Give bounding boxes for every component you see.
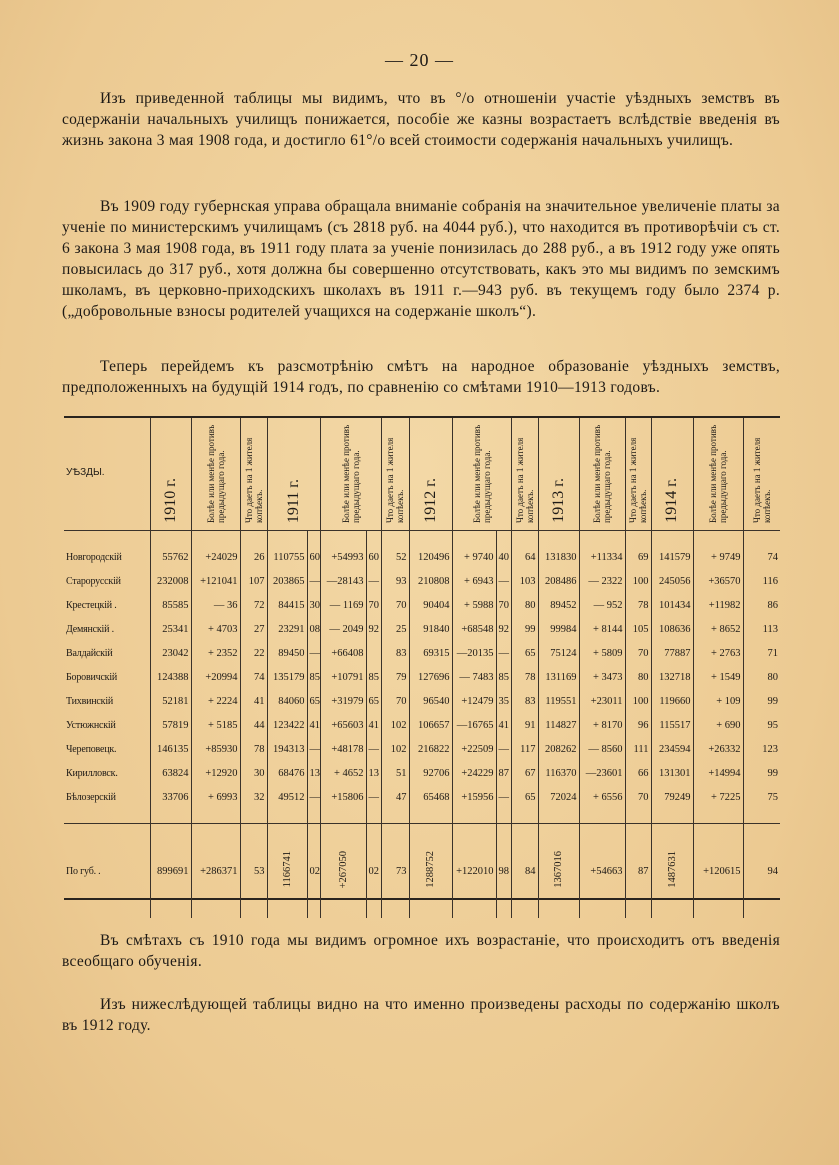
- table-cell: 127696: [409, 665, 452, 689]
- table-cell: 65: [366, 689, 381, 713]
- table-cell: +14994: [693, 761, 743, 785]
- table-cell: +121041: [191, 569, 240, 593]
- table-cell: 96540: [409, 689, 452, 713]
- table-cell: —28143: [320, 569, 366, 593]
- table-cell: —: [496, 569, 511, 593]
- table-cell: 65468: [409, 785, 452, 809]
- header-1912: 1912 г.: [409, 418, 452, 531]
- table-cell: 55762: [150, 545, 191, 569]
- table-cell: 87: [496, 761, 511, 785]
- table-row: [64, 785, 780, 809]
- table-cell: 103: [511, 569, 538, 593]
- table-cell: — 7483: [452, 665, 496, 689]
- table-cell: 208262: [538, 737, 579, 761]
- table-cell: +12920: [191, 761, 240, 785]
- table-cell: 44: [240, 713, 267, 737]
- table-cell: [409, 824, 452, 919]
- paragraph-3-text: Теперь перейдемъ къ разсмотрѣнію смѣтъ на народное образованіе уѣздныхъ земствъ, предположенныхъ на будущій 1914 годъ, по сравненію со смѣтами 1910—1913 годовъ.: [62, 358, 780, 396]
- table-cell: —: [307, 785, 320, 809]
- table-cell: 25341: [150, 617, 191, 641]
- table-cell: — 1169: [320, 593, 366, 617]
- table-cell: 13: [307, 761, 320, 785]
- table-cell: 114827: [538, 713, 579, 737]
- table-cell: +48178: [320, 737, 366, 761]
- table-cell: 234594: [651, 737, 693, 761]
- table-cell: 65: [511, 641, 538, 665]
- table-cell: 146135: [150, 737, 191, 761]
- table-cell: + 5185: [191, 713, 240, 737]
- table-cell: 98: [496, 824, 511, 919]
- header-per-1912: Что даетъ на 1 жителя копѣекъ.: [511, 418, 538, 531]
- table-cell: + 4703: [191, 617, 240, 641]
- table-cell: 245056: [651, 569, 693, 593]
- table-cell: —: [496, 737, 511, 761]
- table-cell: +11334: [579, 545, 625, 569]
- table-cell: 124388: [150, 665, 191, 689]
- table-cell: + 8170: [579, 713, 625, 737]
- table-cell: + 8652: [693, 617, 743, 641]
- table-cell: +68548: [452, 617, 496, 641]
- table-cell: — 2322: [579, 569, 625, 593]
- table-cell: 90404: [409, 593, 452, 617]
- header-per-1913: Что даетъ на 1 жителя копѣекъ.: [625, 418, 651, 531]
- uezd-name: Демянскій .: [66, 623, 114, 635]
- table-cell: + 3473: [579, 665, 625, 689]
- table-cell: 27: [240, 617, 267, 641]
- table-cell: 67: [511, 761, 538, 785]
- table-cell: 74: [743, 545, 780, 569]
- table-cell: 53: [240, 824, 267, 919]
- table-cell: 131301: [651, 761, 693, 785]
- uezd-name: Валдайскій: [66, 647, 113, 659]
- table-cell: —: [307, 569, 320, 593]
- table-cell: +12479: [452, 689, 496, 713]
- table-cell: 70: [625, 641, 651, 665]
- paragraph-1-text: Изъ приведенной таблицы мы видимъ, что въ °/о отношеніи участіе уѣздныхъ земствъ въ содержаніи начальныхъ училищъ понижается, пособіе же казны возрастаетъ вслѣдствіе введенія въ жизнь закона 3 мая 1908 года, и достигло 61°/о всей стоимости содержанія начальныхъ училищъ.: [62, 90, 780, 149]
- table-row: [64, 689, 780, 713]
- table-cell: 111: [625, 737, 651, 761]
- table-cell: 41: [496, 713, 511, 737]
- table-cell: 99: [743, 689, 780, 713]
- table-cell: + 2763: [693, 641, 743, 665]
- table-cell: + 6943: [452, 569, 496, 593]
- table-cell: 78: [240, 737, 267, 761]
- header-diff-1911: Болѣе или менѣе противъ предыдущаго года.: [320, 418, 381, 531]
- table-cell: — 8560: [579, 737, 625, 761]
- table-cell: 117: [511, 737, 538, 761]
- table-spacer-row: [64, 531, 780, 546]
- table-cell: 47: [381, 785, 409, 809]
- table-cell: 02: [307, 824, 320, 919]
- table-cell: +120615: [693, 824, 743, 919]
- header-diff-1914: Болѣе или менѣе противъ предыдущаго года.: [693, 418, 743, 531]
- table-cell: — 2049: [320, 617, 366, 641]
- table-cell: 99: [511, 617, 538, 641]
- table-cell: + 5988: [452, 593, 496, 617]
- table-cell: 99984: [538, 617, 579, 641]
- table-row: [64, 665, 780, 689]
- uezd-name: Старорусскій: [66, 575, 121, 587]
- table-cell: 899691: [150, 824, 191, 919]
- table-cell: 119660: [651, 689, 693, 713]
- table-cell: 35: [496, 689, 511, 713]
- header-1913: 1913 г.: [538, 418, 579, 531]
- table-cell: 94: [743, 824, 780, 919]
- table-cell: 100: [625, 569, 651, 593]
- table-cell: 51: [381, 761, 409, 785]
- table-cell: +54663: [579, 824, 625, 919]
- table-cell: 66: [625, 761, 651, 785]
- table-cell: 96: [625, 713, 651, 737]
- table-cell: 83: [511, 689, 538, 713]
- table-cell: 89452: [538, 593, 579, 617]
- table-cell: 41: [366, 713, 381, 737]
- table-cell: + 8144: [579, 617, 625, 641]
- budget-table: [64, 418, 780, 918]
- paragraph-4: [62, 930, 780, 972]
- table-cell: 22: [240, 641, 267, 665]
- table-cell: 70: [496, 593, 511, 617]
- table-cell: 85: [307, 665, 320, 689]
- header-diff-1913: Болѣе или менѣе противъ предыдущаго года.: [579, 418, 625, 531]
- table-cell: 80: [511, 593, 538, 617]
- table-row: [64, 617, 780, 641]
- table-cell: 64: [511, 545, 538, 569]
- table-cell: 23291: [267, 617, 307, 641]
- header-uezdy: УѢЗДЫ.: [64, 418, 150, 531]
- table-cell: + 9749: [693, 545, 743, 569]
- table-row: [64, 713, 780, 737]
- table-cell: 02: [366, 824, 381, 919]
- uezd-name: Устюжнскій: [66, 719, 116, 731]
- table-cell: 70: [625, 785, 651, 809]
- table-cell: 116370: [538, 761, 579, 785]
- table-spacer-row: [64, 809, 780, 824]
- table-cell: 123422: [267, 713, 307, 737]
- table-cell: 32: [240, 785, 267, 809]
- table-cell: 60: [307, 545, 320, 569]
- table-cell: — 36: [191, 593, 240, 617]
- table-cell: 110755: [267, 545, 307, 569]
- table-cell: 78: [511, 665, 538, 689]
- header-1914: 1914 г.: [651, 418, 693, 531]
- page-number: — 20 —: [385, 50, 454, 70]
- table-cell: 08: [307, 617, 320, 641]
- table-cell: 33706: [150, 785, 191, 809]
- table-cell: 70: [381, 593, 409, 617]
- table-cell: 41: [240, 689, 267, 713]
- table-cell: 25: [381, 617, 409, 641]
- table-cell: [538, 824, 579, 919]
- table-cell: 141579: [651, 545, 693, 569]
- table-cell: 75124: [538, 641, 579, 665]
- table-cell: 72024: [538, 785, 579, 809]
- table-header-row: [64, 418, 780, 531]
- table-row: [64, 737, 780, 761]
- table-cell: + 6993: [191, 785, 240, 809]
- paragraph-5: [62, 994, 780, 1036]
- paragraph-2-text: Въ 1909 году губернская управа обращала вниманіе собранія на значительное увеличеніе платы за ученіе по министерскимъ училищамъ (съ 2818 руб. на 4044 руб.), что находится въ противорѣчіи съ ст. 6 закона 3 мая 1908 года, въ 1911 году плата за ученіе понизилась до 288 руб., а въ 1912 году уже опять повысилась до 317 руб., хотя должна бы совершенно отсутствовать, какъ это мы видимъ по земскимъ школамъ, въ церковно-приходскихъ школахъ въ 1911 г.—943 руб. въ текущемъ году было 2374 р. („добровольные взносы родителей учащихся на содержаніе школъ“).: [62, 198, 780, 320]
- table-cell: 101434: [651, 593, 693, 617]
- uezd-name: Бѣлозерскій: [66, 791, 116, 803]
- table-cell: 73: [381, 824, 409, 919]
- table-cell: 30: [307, 593, 320, 617]
- table-cell-vertical-value: 1166741: [281, 851, 293, 888]
- table-cell: 80: [625, 665, 651, 689]
- table-cell: 68476: [267, 761, 307, 785]
- table-cell: 102: [381, 737, 409, 761]
- header-1910: 1910 г.: [150, 418, 191, 531]
- table-row: [64, 641, 780, 665]
- table-cell: 75: [743, 785, 780, 809]
- header-diff-1910: Болѣе или менѣе противъ предыдущаго года.: [191, 418, 240, 531]
- table-cell: 131169: [538, 665, 579, 689]
- table-cell: + 9740: [452, 545, 496, 569]
- table-cell: 52: [381, 545, 409, 569]
- table-cell: [320, 824, 366, 919]
- table-cell: +26332: [693, 737, 743, 761]
- table-cell: 119551: [538, 689, 579, 713]
- table-row: [64, 569, 780, 593]
- header-per-1910: Что даетъ на 1 жителя копѣекъ.: [240, 418, 267, 531]
- table-cell: +15806: [320, 785, 366, 809]
- table-cell: + 5809: [579, 641, 625, 665]
- table-cell: 85: [496, 665, 511, 689]
- table-cell: +20994: [191, 665, 240, 689]
- header-diff-1912: Болѣе или менѣе противъ предыдущаго года.: [452, 418, 511, 531]
- table-cell: 70: [381, 689, 409, 713]
- table-cell: —16765: [452, 713, 496, 737]
- table-cell: —: [366, 785, 381, 809]
- paragraph-3: [62, 356, 780, 398]
- table-cell: —: [307, 641, 320, 665]
- table-cell: +65603: [320, 713, 366, 737]
- table-cell: 89450: [267, 641, 307, 665]
- table-cell: +36570: [693, 569, 743, 593]
- table-cell: 52181: [150, 689, 191, 713]
- paragraph-4-text: Въ смѣтахъ съ 1910 года мы видимъ огромное ихъ возрастаніе, что происходитъ отъ введенія всеобщаго обученія.: [62, 932, 780, 970]
- uezd-name: По губ. .: [64, 824, 150, 919]
- table-cell: 86: [743, 593, 780, 617]
- table-cell: [651, 824, 693, 919]
- table-total-row: [64, 824, 780, 919]
- table-cell: 232008: [150, 569, 191, 593]
- table-cell: 72: [240, 593, 267, 617]
- table-cell: + 6556: [579, 785, 625, 809]
- table-cell-vertical-value: +267050: [337, 850, 349, 889]
- uezd-name: Крестецкій .: [66, 599, 117, 611]
- table-cell: —20135: [452, 641, 496, 665]
- table-cell: 100: [625, 689, 651, 713]
- table-cell: 65: [511, 785, 538, 809]
- table-cell: 84: [511, 824, 538, 919]
- table-cell: +23011: [579, 689, 625, 713]
- table-cell: 115517: [651, 713, 693, 737]
- table-cell: 92: [366, 617, 381, 641]
- table-cell: 113: [743, 617, 780, 641]
- table-cell-vertical-value: 1288752: [425, 851, 436, 888]
- table-cell: 65: [307, 689, 320, 713]
- table-cell: 95: [743, 713, 780, 737]
- table-cell: 208486: [538, 569, 579, 593]
- table-cell: 63824: [150, 761, 191, 785]
- table-cell: 99: [743, 761, 780, 785]
- table-cell: +10791: [320, 665, 366, 689]
- table-body: [64, 531, 780, 919]
- table-cell: 92: [496, 617, 511, 641]
- paragraph-1: [62, 88, 780, 151]
- table-cell: 85585: [150, 593, 191, 617]
- table-cell: 87: [625, 824, 651, 919]
- table-cell: 77887: [651, 641, 693, 665]
- table-cell: +24229: [452, 761, 496, 785]
- uezd-name: Новгородскій: [66, 551, 122, 563]
- table-cell: 131830: [538, 545, 579, 569]
- table-cell: + 690: [693, 713, 743, 737]
- table-cell: 84060: [267, 689, 307, 713]
- table-cell: +85930: [191, 737, 240, 761]
- header-per-1911: Что даетъ на 1 жителя копѣекъ.: [381, 418, 409, 531]
- table-cell: 13: [366, 761, 381, 785]
- uezd-name: Тихвинскій: [66, 695, 114, 707]
- table-cell: —: [496, 641, 511, 665]
- table-row: [64, 761, 780, 785]
- table-cell: 80: [743, 665, 780, 689]
- table-cell: +66408: [320, 641, 366, 665]
- table-cell: 79: [381, 665, 409, 689]
- table-cell: 23042: [150, 641, 191, 665]
- budget-table-frame: [64, 416, 780, 900]
- table-cell: [267, 824, 307, 919]
- uezd-name: Кирилловск.: [66, 767, 118, 779]
- table-cell: 108636: [651, 617, 693, 641]
- table-cell: 83: [381, 641, 409, 665]
- table-cell: 40: [496, 545, 511, 569]
- table-cell: —: [366, 569, 381, 593]
- table-cell: 60: [366, 545, 381, 569]
- table-cell: — 952: [579, 593, 625, 617]
- table-cell: —: [496, 785, 511, 809]
- table-cell: 135179: [267, 665, 307, 689]
- table-cell: 194313: [267, 737, 307, 761]
- table-cell: +286371: [191, 824, 240, 919]
- table-cell: 84415: [267, 593, 307, 617]
- table-cell: 203865: [267, 569, 307, 593]
- table-cell: 78: [625, 593, 651, 617]
- table-cell: 93: [381, 569, 409, 593]
- table-cell: +31979: [320, 689, 366, 713]
- header-per-1914: Что даетъ на 1 жителя копѣекъ.: [743, 418, 780, 531]
- table-cell: 30: [240, 761, 267, 785]
- table-cell: 26: [240, 545, 267, 569]
- table-cell: 123: [743, 737, 780, 761]
- table-cell-vertical-value: 1487631: [666, 851, 678, 888]
- table-cell: + 2352: [191, 641, 240, 665]
- table-cell: 49512: [267, 785, 307, 809]
- table-cell: + 1549: [693, 665, 743, 689]
- table-cell: 107: [240, 569, 267, 593]
- header-1911: 1911 г.: [267, 418, 320, 531]
- table-cell: 70: [366, 593, 381, 617]
- table-cell: + 109: [693, 689, 743, 713]
- table-cell: [366, 641, 381, 665]
- table-row: [64, 545, 780, 569]
- uezd-name: Череповецк.: [66, 743, 117, 755]
- table-cell: 69315: [409, 641, 452, 665]
- table-cell: —23601: [579, 761, 625, 785]
- table-cell: + 7225: [693, 785, 743, 809]
- table-cell: —: [366, 737, 381, 761]
- table-cell: +24029: [191, 545, 240, 569]
- table-cell: 102: [381, 713, 409, 737]
- table-cell: 132718: [651, 665, 693, 689]
- paragraph-5-text: Изъ нижеслѣдующей таблицы видно на что именно произведены расходы по содержанію школъ въ 1912 году.: [62, 996, 780, 1034]
- table-cell: 41: [307, 713, 320, 737]
- table-cell: +11982: [693, 593, 743, 617]
- table-cell: 91: [511, 713, 538, 737]
- table-cell-vertical-value: 1367016: [553, 851, 564, 888]
- table-cell: +15956: [452, 785, 496, 809]
- table-cell: 79249: [651, 785, 693, 809]
- table-cell: + 2224: [191, 689, 240, 713]
- table-cell: 210808: [409, 569, 452, 593]
- table-cell: 216822: [409, 737, 452, 761]
- table-cell: 74: [240, 665, 267, 689]
- table-cell: + 4652: [320, 761, 366, 785]
- table-cell: 116: [743, 569, 780, 593]
- table-cell: 91840: [409, 617, 452, 641]
- table-cell: 69: [625, 545, 651, 569]
- table-cell: +54993: [320, 545, 366, 569]
- uezd-name: Боровичскій: [66, 671, 118, 683]
- table-cell: 92706: [409, 761, 452, 785]
- table-cell: 105: [625, 617, 651, 641]
- table-cell: 71: [743, 641, 780, 665]
- table-cell: 120496: [409, 545, 452, 569]
- table-cell: —: [307, 737, 320, 761]
- table-cell: +122010: [452, 824, 496, 919]
- table-cell: 106657: [409, 713, 452, 737]
- paragraph-2: [62, 196, 780, 322]
- table-cell: 57819: [150, 713, 191, 737]
- table-row: [64, 593, 780, 617]
- table-cell: +22509: [452, 737, 496, 761]
- table-cell: 85: [366, 665, 381, 689]
